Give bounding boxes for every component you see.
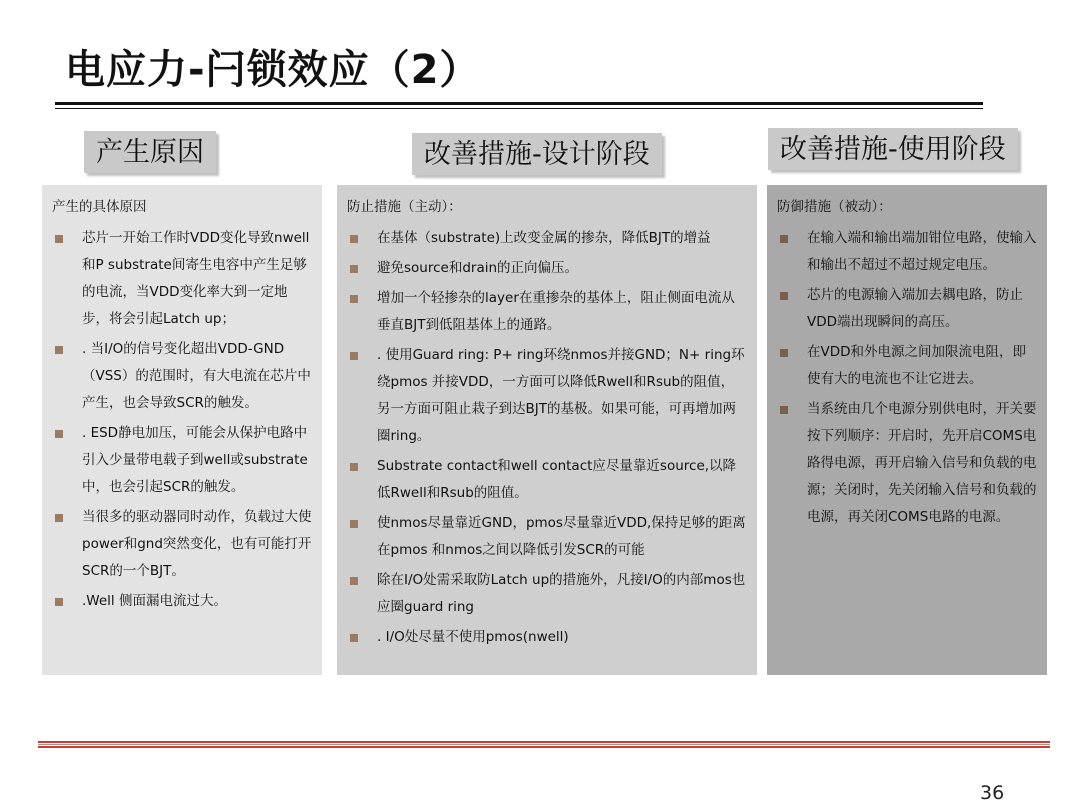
list-item: Substrate contact和well contact应尽量靠近source,以降低Rwell和Rsub的阻值。 — [347, 453, 747, 507]
square-bullet-icon — [350, 520, 358, 528]
panel-usage-stage — [767, 185, 1047, 675]
title-underline-thick — [55, 102, 983, 105]
square-bullet-icon — [780, 349, 788, 357]
heading-cause: 产生原因 — [84, 131, 216, 173]
square-bullet-icon — [350, 265, 358, 273]
square-bullet-icon — [780, 406, 788, 414]
list-item: 当系统由几个电源分别供电时，开关要按下列顺序：开启时，先开启COMS电路得电源，再开启输入信号和负载的电源；关闭时，先关闭输入信号和负载的电源，再关闭COMS电路的电源。 — [777, 396, 1037, 531]
slide-title: 电应力-闩锁效应（2） — [65, 47, 481, 93]
panel-intro: 防止措施（主动）： — [347, 199, 462, 215]
list-item: 当很多的驱动器同时动作，负载过大使power和gnd突然变化，也有可能打开SCR的一个BJT。 — [52, 504, 312, 585]
footer-rule-red-bottom — [38, 746, 1050, 748]
list-item: . I/O处尽量不使用pmos(nwell) — [347, 624, 747, 651]
square-bullet-icon — [55, 235, 63, 243]
bullet-list — [777, 225, 1037, 531]
heading-design-stage: 改善措施-设计阶段 — [412, 133, 662, 175]
square-bullet-icon — [55, 346, 63, 354]
square-bullet-icon — [55, 430, 63, 438]
list-item: 在输入端和输出端加钳位电路，使输入和输出不超过不超过规定电压。 — [777, 225, 1037, 279]
square-bullet-icon — [55, 598, 63, 606]
bullet-list — [347, 225, 747, 651]
footer-rule-gray — [38, 744, 1050, 745]
panel-cause — [42, 185, 322, 675]
square-bullet-icon — [55, 514, 63, 522]
list-item: 增加一个轻掺杂的layer在重掺杂的基体上，阻止侧面电流从垂直BJT到低阻基体上的通路。 — [347, 285, 747, 339]
list-item: . 使用Guard ring: P+ ring环绕nmos并接GND；N+ ring环绕pmos 并接VDD，一方面可以降低Rwell和Rsub的阻值，另一方面可阻止栽子到达BJT的基极。如果可能，可再增加两圈ring。 — [347, 342, 747, 450]
square-bullet-icon — [780, 235, 788, 243]
list-item: 在基体（substrate)上改变金属的掺杂，降低BJT的增益 — [347, 225, 747, 252]
square-bullet-icon — [350, 295, 358, 303]
list-item: . ESD静电加压，可能会从保护电路中引入少量带电载子到well或substrate中，也会引起SCR的触发。 — [52, 420, 312, 501]
panel-design-stage — [337, 185, 757, 675]
list-item: 在VDD和外电源之间加限流电阻，即使有大的电流也不让它进去。 — [777, 339, 1037, 393]
list-item: 避免source和drain的正向偏压。 — [347, 255, 747, 282]
list-item: 芯片一开始工作时VDD变化导致nwell和P substrate间寄生电容中产生足够的电流，当VDD变化率大到一定地步，将会引起Latch up； — [52, 225, 312, 333]
list-item: .Well 侧面漏电流过大。 — [52, 588, 312, 615]
page-number: 36 — [980, 782, 1005, 804]
square-bullet-icon — [350, 235, 358, 243]
square-bullet-icon — [780, 292, 788, 300]
panel-intro: 产生的具体原因 — [52, 199, 147, 215]
list-item: . 当I/O的信号变化超出VDD-GND（VSS）的范围时，有大电流在芯片中产生，也会导致SCR的触发。 — [52, 336, 312, 417]
square-bullet-icon — [350, 577, 358, 585]
list-item: 使nmos尽量靠近GND，pmos尽量靠近VDD,保持足够的距离在pmos 和nmos之间以降低引发SCR的可能 — [347, 510, 747, 564]
title-underline-thin — [55, 108, 983, 109]
heading-usage-stage: 改善措施-使用阶段 — [768, 128, 1018, 170]
list-item: 除在I/O处需采取防Latch up的措施外，凡接I/O的内部mos也应圈guard ring — [347, 567, 747, 621]
square-bullet-icon — [350, 463, 358, 471]
square-bullet-icon — [350, 352, 358, 360]
bullet-list — [52, 225, 312, 615]
square-bullet-icon — [350, 634, 358, 642]
footer-rule-red-top — [38, 741, 1050, 743]
list-item: 芯片的电源输入端加去耦电路，防止VDD端出现瞬间的高压。 — [777, 282, 1037, 336]
panel-intro: 防御措施（被动）： — [777, 199, 892, 215]
